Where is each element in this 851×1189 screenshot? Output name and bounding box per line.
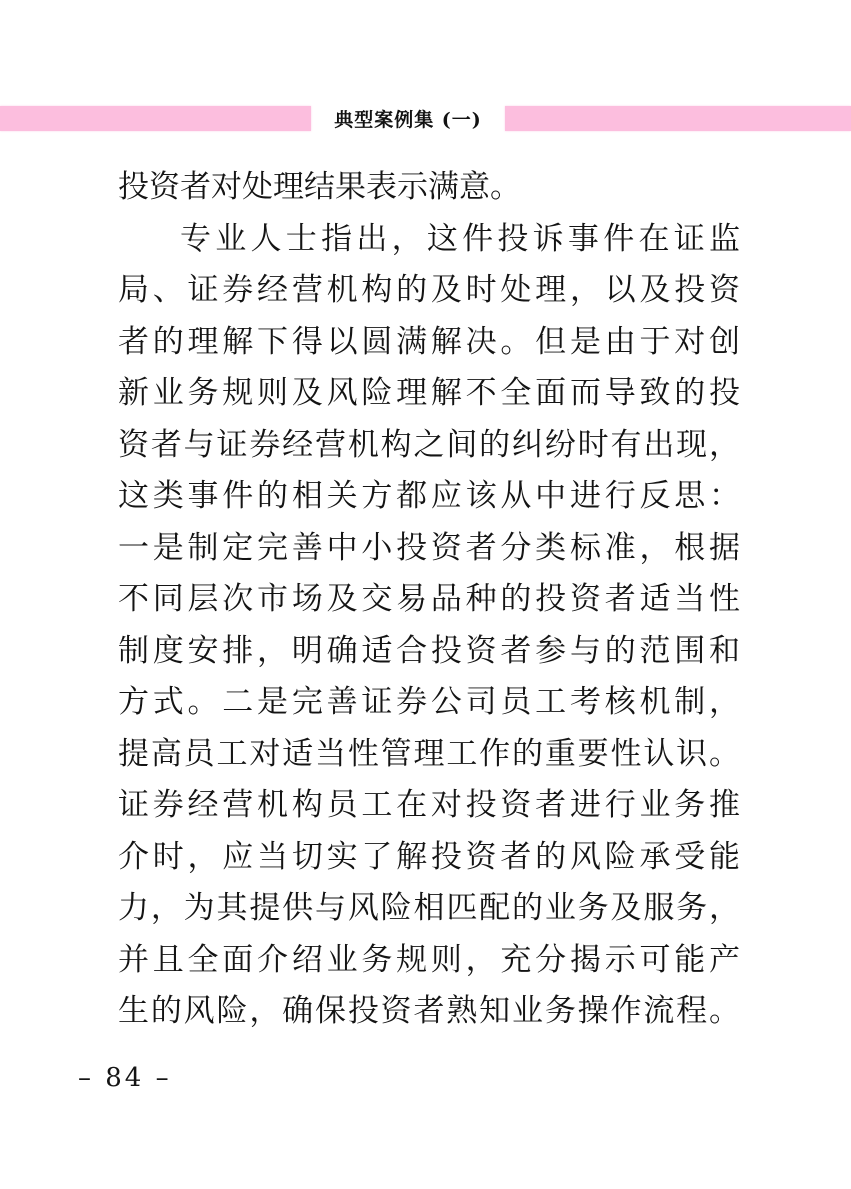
text-line: 证券经营机构员工在对投资者进行业务推 <box>118 787 740 823</box>
running-head-title: 典型案例集 (一) <box>334 109 482 131</box>
body-text <box>118 162 740 1038</box>
page-number: – 84 – <box>78 1063 172 1093</box>
text-line: 新业务规则及风险理解不全面而导致的投 <box>118 375 740 411</box>
text-line: 这类事件的相关方都应该从中进行反思： <box>118 478 740 514</box>
text-line: 局、证券经营机构的及时处理，以及投资 <box>118 272 740 308</box>
running-head <box>0 106 851 131</box>
text-line: 不同层次市场及交易品种的投资者适当性 <box>118 581 740 617</box>
text-line: 生的风险，确保投资者熟知业务操作流程。 <box>118 993 740 1029</box>
text-line: 介时，应当切实了解投资者的风险承受能 <box>118 838 740 875</box>
text-line: 者的理解下得以圆满解决。但是由于对创 <box>118 323 740 360</box>
text-line: 资者与证券经营机构之间的纠纷时有出现， <box>118 426 740 463</box>
text-line: 专业人士指出，这件投诉事件在证监 <box>180 220 740 257</box>
text-line: 制度安排，明确适合投资者参与的范围和 <box>118 632 740 669</box>
text-line: 投资者对处理结果表示满意。 <box>118 169 521 205</box>
text-line: 提高员工对适当性管理工作的重要性认识。 <box>118 735 740 772</box>
text-line: 力，为其提供与风险相匹配的业务及服务， <box>118 890 740 926</box>
header-band-left <box>0 106 311 131</box>
header-band-right <box>505 106 851 131</box>
text-line: 方式。二是完善证券公司员工考核机制， <box>118 684 740 720</box>
text-line: 一是制定完善中小投资者分类标准，根据 <box>118 529 740 566</box>
text-line: 并且全面介绍业务规则，充分揭示可能产 <box>118 941 740 978</box>
